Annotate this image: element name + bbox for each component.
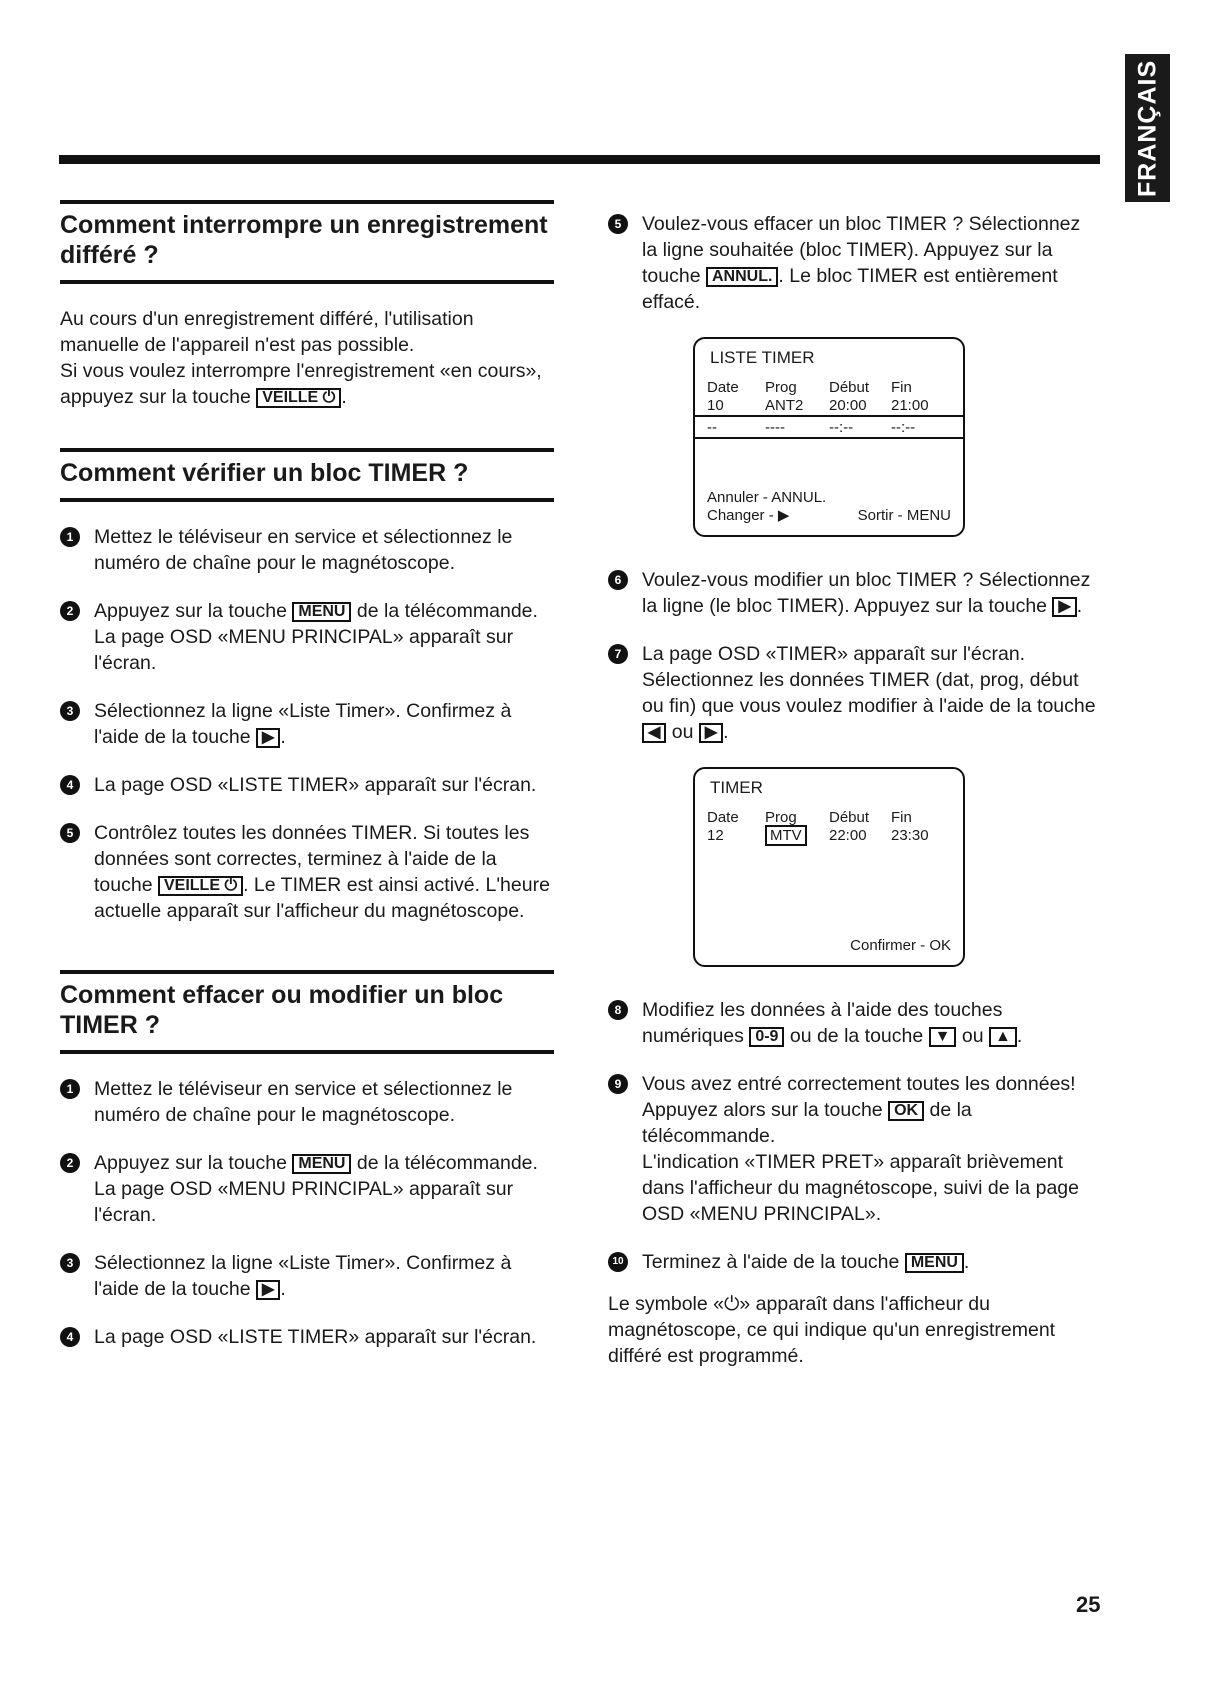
step-item [60,772,554,798]
step-number: 3 [60,701,80,721]
col-header: Fin [891,809,912,826]
right-column [608,211,1098,1389]
step-text: La page OSD «TIMER» apparaît sur l'écran. Sélectionnez les données TIMER (dat, prog, début ou fin) que vous voulez modifier à l'aide de la touche [642,643,1096,717]
language-tab: FRANÇAIS [1125,54,1170,202]
page-number: 25 [1076,1592,1101,1617]
step-item [60,820,554,924]
cell: --:-- [891,419,916,436]
key-right: ▶ [1052,597,1076,617]
cell: -- [707,419,717,436]
text: Si vous voulez interrompre l'enregistrement «en cours», appuyez sur la touche [60,360,542,408]
osd-table [707,809,951,845]
col-header: Date [707,809,739,826]
step-number: 2 [60,601,80,621]
key-down: ▼ [929,1027,957,1047]
step-item [608,211,1098,315]
cell: 21:00 [891,397,929,414]
closing-paragraph: Le symbole «⏻» apparaît dans l'afficheur du magnétoscope, ce qui indique qu'un enregistrement différé est programmé. [608,1293,1056,1367]
step-text: . [1076,595,1083,617]
col-header: Début [829,379,870,396]
step-text: Voulez-vous effacer un bloc TIMER ? Sélectionnez la ligne souhaitée (bloc TIMER). Appuyez sur la touche [642,213,1081,287]
heading-interrupt: Comment interrompre un enregistrement différé ? [60,200,554,284]
heading-erase: Comment effacer ou modifier un bloc TIMER ? [60,970,554,1054]
step-text: de la télécommande. La page OSD «MENU PRINCIPAL» apparaît sur l'écran. [94,1152,538,1226]
step-number: 4 [60,1327,80,1347]
key-digits: 0-9 [749,1027,784,1047]
cell: 12 [707,827,724,844]
step-item: 3 Sélectionnez la ligne «Liste Timer». Confirmez à l'aide de la touche ▶ . [60,1250,554,1302]
step-text: Mettez le téléviseur en service et sélectionnez le numéro de chaîne pour le magnétoscope. [94,526,513,574]
step-text: Appuyez sur la touche [94,600,287,622]
step-item [60,598,554,676]
step-number: 5 [608,214,628,234]
row-separator [695,437,963,439]
footer-text: Changer - ▶ [707,507,790,524]
key-right: ▶ [256,728,280,748]
interrupt-paragraph: Au cours d'un enregistrement différé, l'utilisation manuelle de l'appareil n'est pas possible. Si vous voulez interrompre l'enregistrement «en cours», appuyez sur la touche VEILLE ⏻ . [60,308,542,408]
step-number: 6 [608,570,628,590]
step-text: La page OSD «LISTE TIMER» apparaît sur l'écran. [94,1326,537,1348]
col-header: Fin [891,379,912,396]
key-veille: VEILLE ⏻ [256,388,341,408]
step-text: Sélectionnez la ligne «Liste Timer». Confirmez à l'aide de la touche [94,1252,512,1300]
step-item [608,997,1098,1049]
text: Au cours d'un enregistrement différé, l'utilisation manuelle de l'appareil n'est pas possible. [60,308,474,356]
step-text: ou [671,721,694,743]
cell: --:-- [829,419,854,436]
step-text: Terminez à l'aide de la touche [642,1251,900,1273]
key-right: ▶ [256,1280,280,1300]
step-text: L'indication «TIMER PRET» apparaît brièvement dans l'afficheur du magnétoscope, suivi de la page OSD «MENU PRINCIPAL». [642,1151,1079,1225]
step-item [60,1076,554,1128]
step-text: La page OSD «LISTE TIMER» apparaît sur l'écran. [94,774,537,796]
step-text: ou [961,1025,984,1047]
key-ok: OK [888,1101,924,1121]
footer-text: Annuler - ANNUL. [707,489,827,506]
step-text: ou de la touche [789,1025,924,1047]
step-text: . Le TIMER est ainsi activé. L'heure actuelle apparaît sur l'afficheur du magnétoscope. [94,874,550,922]
col-header: Début [829,809,870,826]
step-text: . [963,1251,970,1273]
step-text: . [723,721,729,743]
cell: 22:00 [829,827,867,844]
top-rule [59,155,1100,164]
selected-cell: MTV [765,825,807,846]
col-header: Prog [765,809,797,826]
left-column [60,200,554,1372]
step-item [60,1150,554,1228]
step-number: 1 [60,1079,80,1099]
step-text: Voulez-vous modifier un bloc TIMER ? Sélectionnez la ligne (le bloc TIMER). Appuyez sur la touche [642,569,1091,617]
key-veille: VEILLE ⏻ [158,876,243,896]
col-header: Date [707,379,739,396]
cell: 10 [707,397,724,414]
step-number: 8 [608,1000,628,1020]
cell: ---- [765,419,785,436]
step-number: 7 [608,644,628,664]
key-menu: MENU [905,1253,964,1273]
osd-timer [693,767,965,967]
heading-verify: Comment vérifier un bloc TIMER ? [60,448,554,502]
step-number: 4 [60,775,80,795]
key-menu: MENU [292,602,351,622]
osd-table [707,379,951,437]
key-left: ◀ [642,723,666,743]
footer-text: Confirmer - OK [850,937,951,954]
step-number: 10 [608,1252,628,1272]
step-text: Sélectionnez la ligne «Liste Timer». Confirmez à l'aide de la touche [94,700,512,748]
step-number: 3 [60,1253,80,1273]
step-text: Mettez le téléviseur en service et sélectionnez le numéro de chaîne pour le magnétoscope. [94,1078,513,1126]
step-number: 5 [60,823,80,843]
cell: ANT2 [765,397,804,414]
step-text: . [1016,1025,1023,1047]
col-header: Prog [765,379,797,396]
step-text: Appuyez sur la touche [94,1152,287,1174]
step-number: 1 [60,527,80,547]
footer-text: Sortir - MENU [857,507,951,524]
cell: 23:30 [891,827,929,844]
osd-title: TIMER [710,778,763,797]
step-item [608,1249,1098,1275]
key-menu: MENU [292,1154,351,1174]
step-text: de la télécommande. [642,1099,972,1147]
step-item [60,1324,554,1350]
step-item [608,567,1098,619]
step-number: 2 [60,1153,80,1173]
step-item [608,641,1098,745]
step-text: de la télécommande. La page OSD «MENU PRINCIPAL» apparaît sur l'écran. [94,600,538,674]
step-item [60,524,554,576]
osd-liste-timer [693,337,965,537]
step-text: . Le bloc TIMER est entièrement effacé. [642,265,1058,313]
osd-title: LISTE TIMER [710,348,815,367]
key-annul: ANNUL. [706,267,778,287]
osd-footer-left [707,489,826,525]
row-separator [695,415,963,417]
cell: 20:00 [829,397,867,414]
step-item [608,1071,1098,1227]
step-item: 3 Sélectionnez la ligne «Liste Timer». Confirmez à l'aide de la touche ▶ . [60,698,554,750]
key-right: ▶ [699,723,723,743]
step-text: Vous avez entré correctement toutes les données! Appuyez alors sur la touche [642,1073,1076,1121]
step-text: Contrôlez toutes les données TIMER. Si toutes les données sont correctes, terminez à l'aide de la touche [94,822,530,896]
step-text: Modifiez les données à l'aide des touches numériques [642,999,1003,1047]
key-up: ▲ [989,1027,1017,1047]
step-number: 9 [608,1074,628,1094]
